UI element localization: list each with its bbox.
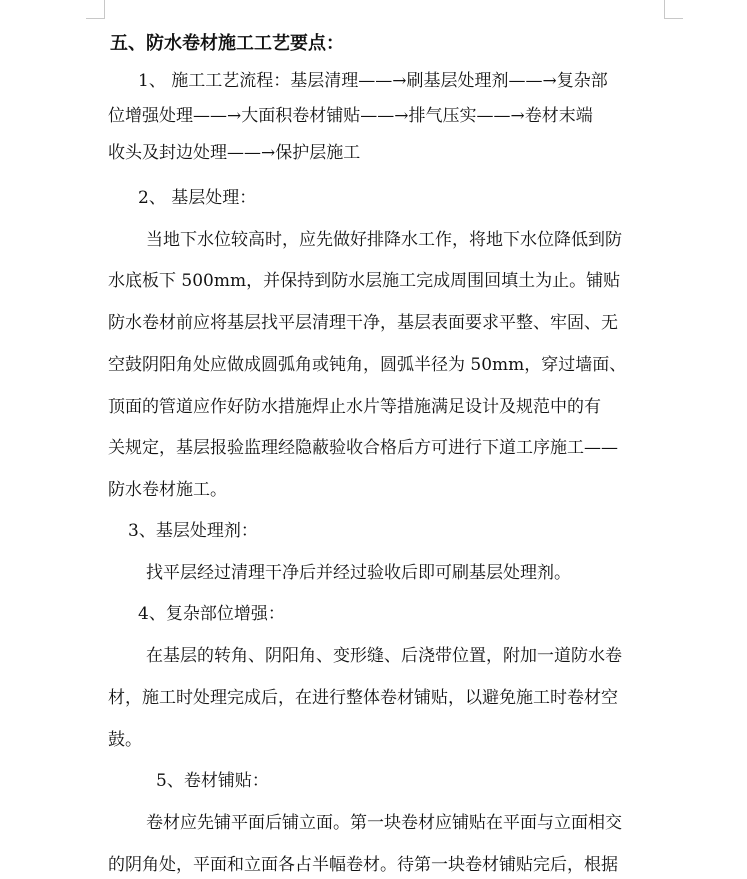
item2-heading: 2、 基层处理： [138,188,257,208]
page-corner-mark-right [664,0,683,19]
item2-line6: 关规定，基层报验监理经隐蔽验收合格后方可进行下道工序施工—— [108,438,618,458]
item4-heading: 4、复杂部位增强： [138,604,285,624]
page-corner-mark-left [86,0,105,19]
item2-line5: 顶面的管道应作好防水措施焊止水片等措施满足设计及规范中的有 [108,397,601,417]
item2-line1: 当地下水位较高时，应先做好排降水工作，将地下水位降低到防 [146,230,622,250]
item5-heading: 5、卷材铺贴： [156,771,269,791]
section-title: 五、防水卷材施工工艺要点： [110,33,344,54]
item2-line4: 空鼓阴阳角处应做成圆弧角或钝角，圆弧半径为 50mm，穿过墙面、 [108,355,627,375]
item2-line7: 防水卷材施工。 [108,480,227,500]
item3-heading: 3、基层处理剂： [128,521,258,541]
item1-line1: 1、 施工工艺流程：基层清理——→刷基层处理剂——→复杂部 [138,71,608,91]
item4-line1: 在基层的转角、阴阳角、变形缝、后浇带位置，附加一道防水卷 [146,646,622,666]
item4-line2: 材，施工时处理完成后，在进行整体卷材铺贴，以避免施工时卷材空 [108,688,618,708]
item1-line2: 位增强处理——→大面积卷材铺贴——→排气压实——→卷材末端 [108,106,593,126]
item1-line3: 收头及封边处理——→保护层施工 [108,143,361,163]
item5-line2: 的阴角处，平面和立面各占半幅卷材。待第一块卷材铺贴完后，根据 [108,855,618,875]
item3-line1: 找平层经过清理干净后并经过验收后即可刷基层处理剂。 [146,563,571,583]
item2-line2: 水底板下 500mm，并保持到防水层施工完成周围回填土为止。铺贴 [108,271,621,291]
item5-line1: 卷材应先铺平面后铺立面。第一块卷材应铺贴在平面与立面相交 [146,813,622,833]
item4-line3: 鼓。 [108,730,142,750]
item2-line3: 防水卷材前应将基层找平层清理干净，基层表面要求平整、牢固、无 [108,313,618,333]
